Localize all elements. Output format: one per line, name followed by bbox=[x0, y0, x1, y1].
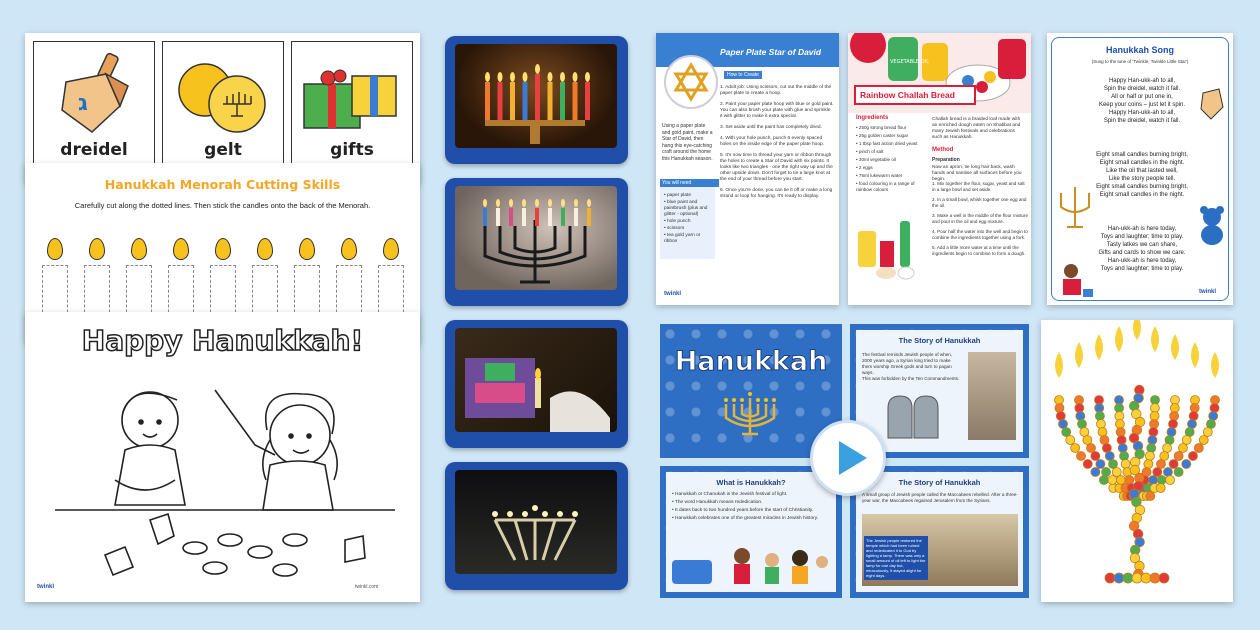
flower-petal bbox=[1157, 476, 1166, 485]
word-card-gelt bbox=[162, 41, 284, 165]
song-line: Toys and laughter; time to play. bbox=[1100, 234, 1184, 240]
flower-petal bbox=[1100, 436, 1109, 445]
candle bbox=[548, 208, 552, 226]
flower-petal bbox=[1190, 404, 1199, 413]
flower-petal bbox=[1165, 436, 1174, 445]
cutting-title: Hanukkah Menorah Cutting Skills bbox=[104, 177, 341, 192]
flower-petal bbox=[1121, 460, 1130, 469]
candle bbox=[523, 82, 528, 120]
photo-card-menorah-shadow bbox=[445, 178, 628, 306]
flower-petal bbox=[1178, 444, 1187, 453]
menorah-photo-1 bbox=[455, 44, 617, 148]
song-line: Eight small candles in the night. bbox=[1099, 192, 1185, 198]
flower-petal bbox=[1078, 420, 1087, 429]
flower-petal bbox=[1145, 452, 1154, 461]
candle-flame bbox=[496, 199, 500, 207]
candle bbox=[573, 82, 578, 120]
flower-petal bbox=[1096, 420, 1105, 429]
method-step: 4. Pour half the water into the well and begin to combine the ingredients together using a fork. bbox=[932, 229, 1028, 240]
story2-title: The Story of Hanukkah bbox=[898, 478, 981, 487]
flame-icon bbox=[1055, 352, 1063, 378]
candle-flame bbox=[522, 199, 526, 207]
play-button[interactable] bbox=[810, 420, 886, 496]
method-heading: Method bbox=[932, 147, 954, 153]
footer-brand: twinkl bbox=[664, 291, 682, 297]
candle bbox=[485, 82, 490, 120]
flower-petal bbox=[1167, 428, 1176, 437]
flame-icon bbox=[131, 238, 147, 260]
menorah-icon bbox=[720, 388, 780, 438]
candle bbox=[535, 208, 539, 226]
dreidel-icon bbox=[56, 52, 134, 136]
song-title: Hanukkah Song bbox=[1105, 45, 1174, 55]
candle-flame bbox=[485, 72, 490, 82]
candle-flame bbox=[510, 72, 515, 82]
flower-petal bbox=[1076, 412, 1085, 421]
ten-commandments-tablets-icon bbox=[884, 394, 944, 440]
flame-icon bbox=[383, 238, 399, 260]
flower-petal bbox=[1156, 484, 1165, 493]
candle-flame bbox=[535, 64, 540, 74]
flame-icon bbox=[89, 238, 105, 260]
flower-menorah-craft bbox=[1041, 320, 1233, 602]
slide-deck-preview bbox=[656, 320, 1033, 602]
what-point: • Hanukkah or Chanukah is the Jewish festival of light. bbox=[672, 492, 788, 497]
step-item: 5. It's now time to thread your yarn or ribbon through the holes to create a Star of David with six points. It looks like two triangles - one the right way up and the other upside down. Don't forget to tie a large knot at the end of your thread before you start. bbox=[720, 153, 833, 182]
word-label: gelt bbox=[204, 140, 242, 160]
candle-flame bbox=[548, 72, 553, 82]
candle bbox=[560, 82, 565, 120]
gelt-coins-icon bbox=[175, 56, 271, 136]
song-line: Eight small candles burning bright, bbox=[1096, 184, 1188, 190]
flower-petal bbox=[1189, 412, 1198, 421]
child-playing-icon bbox=[1053, 261, 1099, 301]
candle bbox=[483, 208, 487, 226]
flower-petal bbox=[1087, 444, 1096, 453]
method-step: 3. Make a well in the middle of the flour mixture and pour in the oil and egg mixture. bbox=[932, 213, 1029, 224]
photo-card-lighting-candles bbox=[445, 320, 628, 448]
flower-petal bbox=[1091, 452, 1100, 461]
flower-petal bbox=[1141, 573, 1151, 583]
verse-1 bbox=[1087, 77, 1197, 125]
ingredients-illustration bbox=[856, 211, 926, 281]
flower-petal bbox=[1115, 420, 1124, 429]
candle-flame bbox=[535, 199, 539, 207]
play-icon bbox=[813, 423, 883, 493]
what-points-list bbox=[672, 492, 832, 524]
star-intro: Using a paper plate and gold paint, make a Star of David, then hang this eye-catching craft around the home this Hanukkah season. bbox=[662, 123, 713, 162]
night-menorah-photo bbox=[455, 470, 617, 574]
flower-petal bbox=[1174, 452, 1183, 461]
flower-petal bbox=[1149, 428, 1158, 437]
flame-icon bbox=[299, 238, 315, 260]
word-label: gifts bbox=[330, 140, 374, 160]
flower-petal bbox=[1098, 428, 1107, 437]
bottle-label: VEGETABLE OIL bbox=[890, 59, 929, 65]
menorah-icon bbox=[1055, 173, 1095, 233]
word-label: dreidel bbox=[60, 140, 128, 160]
challah-intro: Challah bread is a braided loaf made with an enriched dough eaten on Shabbat and many Jewish festivals and celebrations such as Hanukkah. bbox=[932, 117, 1021, 140]
candle bbox=[522, 208, 526, 226]
ingredient-item: • 2 eggs bbox=[856, 165, 873, 170]
cutting-instructions: Carefully cut along the dotted lines. Then stick the candles onto the back of the Menorah. bbox=[74, 201, 371, 210]
candle bbox=[535, 74, 540, 120]
photo-card-menorah-lit bbox=[445, 36, 628, 164]
flame-icon bbox=[1095, 334, 1103, 360]
step-item: 2. Paint your paper plate hoop with blue or gold paint. You can also brush your plate with glue and sprinkle it with glitter to make it extra special. bbox=[720, 102, 834, 119]
flower-petal bbox=[1203, 428, 1212, 437]
song-line: Eight small candles burning bright, bbox=[1096, 152, 1188, 158]
flower-petal bbox=[1170, 412, 1179, 421]
dreidel-icon bbox=[1197, 83, 1227, 123]
flower-petal bbox=[1125, 476, 1134, 485]
flower-menorah-illustration bbox=[1041, 320, 1233, 602]
flame-icon bbox=[257, 238, 273, 260]
method-steps bbox=[932, 181, 1028, 261]
story2-text: A small group of Jewish people called the Maccabees rebelled. After a three-year war, the Maccabees regained Jerusalem from the Syrians. bbox=[862, 492, 1018, 503]
coloring-page bbox=[25, 312, 420, 602]
flame-icon bbox=[1075, 342, 1083, 368]
you-will-need-label: You will need bbox=[660, 179, 719, 187]
flower-petal bbox=[1166, 476, 1175, 485]
song-line: Like the story people tell. bbox=[1108, 176, 1176, 182]
steps-list bbox=[720, 85, 834, 205]
candle-flame bbox=[585, 72, 590, 82]
flower-petal bbox=[1116, 476, 1125, 485]
flower-petal bbox=[1210, 404, 1219, 413]
flower-petal bbox=[1209, 412, 1218, 421]
candle bbox=[496, 208, 500, 226]
photo-card-night-menorah bbox=[445, 462, 628, 590]
footer-site: twinkl.com bbox=[355, 584, 379, 590]
flower-petal bbox=[1187, 420, 1196, 429]
candle-flame bbox=[560, 72, 565, 82]
step-item: 3. Set aside until the paint has completely dried. bbox=[720, 125, 822, 130]
material-item: • paper plate bbox=[664, 193, 692, 198]
challah-title: Rainbow Challah Bread bbox=[854, 85, 976, 105]
story-text: The festival reminds Jewish people of when, 2000 years ago, a Syrian king tried to make them worship Greek gods and turn to pagan ways. bbox=[862, 352, 953, 375]
candle-flame bbox=[523, 72, 528, 82]
flame-icon bbox=[1191, 342, 1199, 368]
footer-brand: twinkl bbox=[37, 584, 55, 590]
star-of-david-icon bbox=[666, 57, 716, 107]
svg-text:ג: ג bbox=[78, 91, 88, 116]
flower-petal bbox=[1099, 476, 1108, 485]
song-line: Like the oil that lasted well, bbox=[1106, 168, 1178, 174]
word-card-dreidel bbox=[33, 41, 155, 165]
flower-petal bbox=[1095, 412, 1104, 421]
flower-petal bbox=[1199, 436, 1208, 445]
story2-caption: The Jewish people restored the temple which had been ruined and rededicated it to God by lighting a lamp. There was only a small amount of oil left to light the lamp for one day but, miraculously, it stayed alight for eight days. bbox=[864, 536, 928, 580]
coloring-title: Happy Hanukkah! bbox=[81, 324, 364, 357]
preparation-text: Now an apron, tie long hair back, wash hands and sanitise all surfaces before you begin. bbox=[932, 165, 1022, 182]
verse-3 bbox=[1087, 225, 1197, 273]
material-item: • tea gold yarn or ribbon bbox=[664, 233, 701, 244]
flame-icon bbox=[341, 238, 357, 260]
song-line: Han-ukk-ah is here today, bbox=[1107, 258, 1177, 264]
what-point: • It dates back to two hundred years before the start of Christianity. bbox=[672, 508, 814, 513]
song-line: Happy Han-ukk-ah to all, bbox=[1108, 78, 1176, 84]
material-item: • scissors bbox=[664, 226, 685, 231]
candle bbox=[561, 208, 565, 226]
family-illustration bbox=[672, 544, 832, 588]
flower-petal bbox=[1169, 460, 1178, 469]
materials-list bbox=[664, 193, 714, 246]
verse-2 bbox=[1087, 151, 1197, 199]
method-step: 1. Mix together the flour, sugar, yeast and salt in a large bowl and set aside. bbox=[932, 181, 1025, 192]
flower-petal bbox=[1148, 436, 1157, 445]
flower-petal bbox=[1146, 492, 1155, 501]
statue-photo bbox=[968, 352, 1016, 440]
song-line: Keep your coins – just let it spin. bbox=[1098, 102, 1186, 108]
candle bbox=[585, 82, 590, 120]
step-item: 1. Adult job: Using scissors, cut out the middle of the paper plate to create a hoop. bbox=[720, 85, 832, 96]
star-of-david-sheet bbox=[656, 33, 839, 305]
ingredient-item: • 250g strong bread flour bbox=[856, 125, 907, 130]
method-step: 5. Add a little more water at a time until the ingredients begin to combine to form a dough. bbox=[932, 245, 1026, 256]
what-point: • Hanukkah celebrates one of the greatest miracles in Jewish history. bbox=[672, 516, 819, 521]
children-playing-dreidel-illustration bbox=[55, 370, 395, 585]
flame-icon bbox=[173, 238, 189, 260]
song-line: Spin the dreidel, watch it fall. bbox=[1103, 118, 1181, 124]
ingredient-item: • 75ml lukewarm water bbox=[856, 173, 903, 178]
flower-petal bbox=[1123, 573, 1133, 583]
step-item: 4. With your hole punch, punch 6 evenly spaced holes on the inside edge of the paper plate hoop. bbox=[720, 136, 825, 147]
method-step: 2. In a small bowl, whisk together one egg and the oil. bbox=[932, 197, 1027, 208]
ingredients-list bbox=[856, 125, 924, 195]
preparation-heading: Preparation bbox=[932, 157, 960, 163]
song-line: Spin the dreidel, watch it fall. bbox=[1103, 86, 1181, 92]
flower-petal bbox=[1120, 452, 1129, 461]
candle-flame bbox=[573, 72, 578, 82]
flower-petal bbox=[1118, 444, 1127, 453]
song-line: Toys and laughter; time to play. bbox=[1100, 266, 1184, 272]
flower-petal bbox=[1169, 420, 1178, 429]
flame-icon bbox=[1171, 334, 1179, 360]
flower-petal bbox=[1150, 420, 1159, 429]
challah-bread-sheet bbox=[848, 33, 1031, 305]
candle bbox=[587, 208, 591, 226]
flower-petal bbox=[1091, 468, 1100, 477]
flower-petal bbox=[1132, 573, 1142, 583]
candle bbox=[574, 208, 578, 226]
flower-petal bbox=[1056, 412, 1065, 421]
flame-icon bbox=[1133, 320, 1141, 340]
ingredient-item: • 30ml vegetable oil bbox=[856, 157, 896, 162]
candle-flame bbox=[561, 199, 565, 207]
flower-petal bbox=[1163, 468, 1172, 477]
material-item: • hole punch bbox=[664, 219, 691, 224]
ingredient-item: • food colouring in a range of rainbow colours bbox=[856, 181, 915, 192]
flower-petal bbox=[1117, 436, 1126, 445]
flower-petal bbox=[1114, 573, 1124, 583]
flower-petal bbox=[1182, 460, 1191, 469]
menorah-photo-2 bbox=[455, 186, 617, 290]
flower-petal bbox=[1108, 476, 1117, 485]
flower-petal bbox=[1194, 444, 1203, 453]
flower-petal bbox=[1147, 444, 1156, 453]
candle-flame bbox=[483, 199, 487, 207]
what-title: What is Hanukkah? bbox=[716, 478, 786, 487]
flower-petal bbox=[1062, 428, 1071, 437]
song-line: Han-ukk-ah is here today, bbox=[1107, 226, 1177, 232]
ingredient-item: • 1 tbsp fast action dried yeast bbox=[856, 141, 918, 146]
flower-petal bbox=[1188, 452, 1197, 461]
material-item: • blue paint and paintbrush (plus and glitter - optional) bbox=[664, 200, 708, 217]
candle-flame bbox=[509, 199, 513, 207]
footer-brand: twinkl bbox=[1199, 289, 1217, 295]
flower-petal bbox=[1075, 404, 1084, 413]
flower-petal bbox=[1150, 573, 1160, 583]
candle-flame bbox=[548, 199, 552, 207]
candle-flame bbox=[498, 72, 503, 82]
candle bbox=[509, 208, 513, 226]
flower-petal bbox=[1102, 468, 1111, 477]
candle-flame bbox=[587, 199, 591, 207]
ingredient-item: • 25g golden caster sugar bbox=[856, 133, 909, 138]
flower-petal bbox=[1071, 444, 1080, 453]
flower-petal bbox=[1112, 468, 1121, 477]
flame-icon bbox=[215, 238, 231, 260]
flower-petal bbox=[1096, 460, 1105, 469]
flower-petal bbox=[1055, 404, 1064, 413]
candle bbox=[510, 82, 515, 120]
flower-petal bbox=[1149, 476, 1158, 485]
step-item: 6. Once you're done, you can tie it off or make a long strand or loop for hanging. It's ready to display. bbox=[720, 188, 833, 199]
flame-icon bbox=[1211, 352, 1219, 378]
flower-petal bbox=[1105, 573, 1115, 583]
flower-petal bbox=[1174, 468, 1183, 477]
lighting-photo bbox=[455, 328, 617, 432]
song-line: Eight small candles in the night. bbox=[1099, 160, 1185, 166]
word-cards-sheet bbox=[25, 33, 420, 183]
song-line: Tasty latkes we can share, bbox=[1106, 242, 1178, 248]
slide-title-text: Hanukkah bbox=[674, 346, 828, 377]
song-line: All or half or put one in, bbox=[1111, 94, 1173, 100]
flame-icon bbox=[1115, 326, 1123, 352]
song-line: Gifts and cards to show we care. bbox=[1098, 250, 1186, 256]
flame-icon bbox=[1151, 326, 1159, 352]
song-line: Happy Han-ukk-ah to all, bbox=[1108, 110, 1176, 116]
word-card-gifts bbox=[291, 41, 413, 165]
flame-icon bbox=[47, 238, 63, 260]
candle bbox=[498, 82, 503, 120]
what-point: • The word Hanukkah means rededication. bbox=[672, 500, 763, 505]
song-subtitle: (Sung to the tune of 'Twinkle, Twinkle Little Star') bbox=[1091, 59, 1189, 64]
flower-petal bbox=[1116, 428, 1125, 437]
how-to-label: How to Create bbox=[724, 71, 762, 79]
hanukkah-song-sheet bbox=[1047, 33, 1233, 305]
flower-petal bbox=[1077, 452, 1086, 461]
flower-petal bbox=[1066, 436, 1075, 445]
teddy-bear-icon bbox=[1195, 205, 1229, 245]
candle bbox=[548, 82, 553, 120]
flower-petal bbox=[1144, 460, 1153, 469]
flower-petal bbox=[1153, 468, 1162, 477]
flower-petal bbox=[1159, 573, 1169, 583]
ingredients-heading: Ingredients bbox=[856, 115, 889, 121]
ingredient-item: • pinch of salt bbox=[856, 149, 884, 154]
story-title: The Story of Hanukkah bbox=[898, 336, 981, 345]
story-text-2: This was forbidden by the Ten Commandments. bbox=[862, 376, 960, 381]
candle-flame bbox=[574, 199, 578, 207]
star-sheet-title: Paper Plate Star of David bbox=[720, 47, 822, 57]
gifts-icon bbox=[300, 62, 404, 134]
flower-petal bbox=[1083, 460, 1092, 469]
